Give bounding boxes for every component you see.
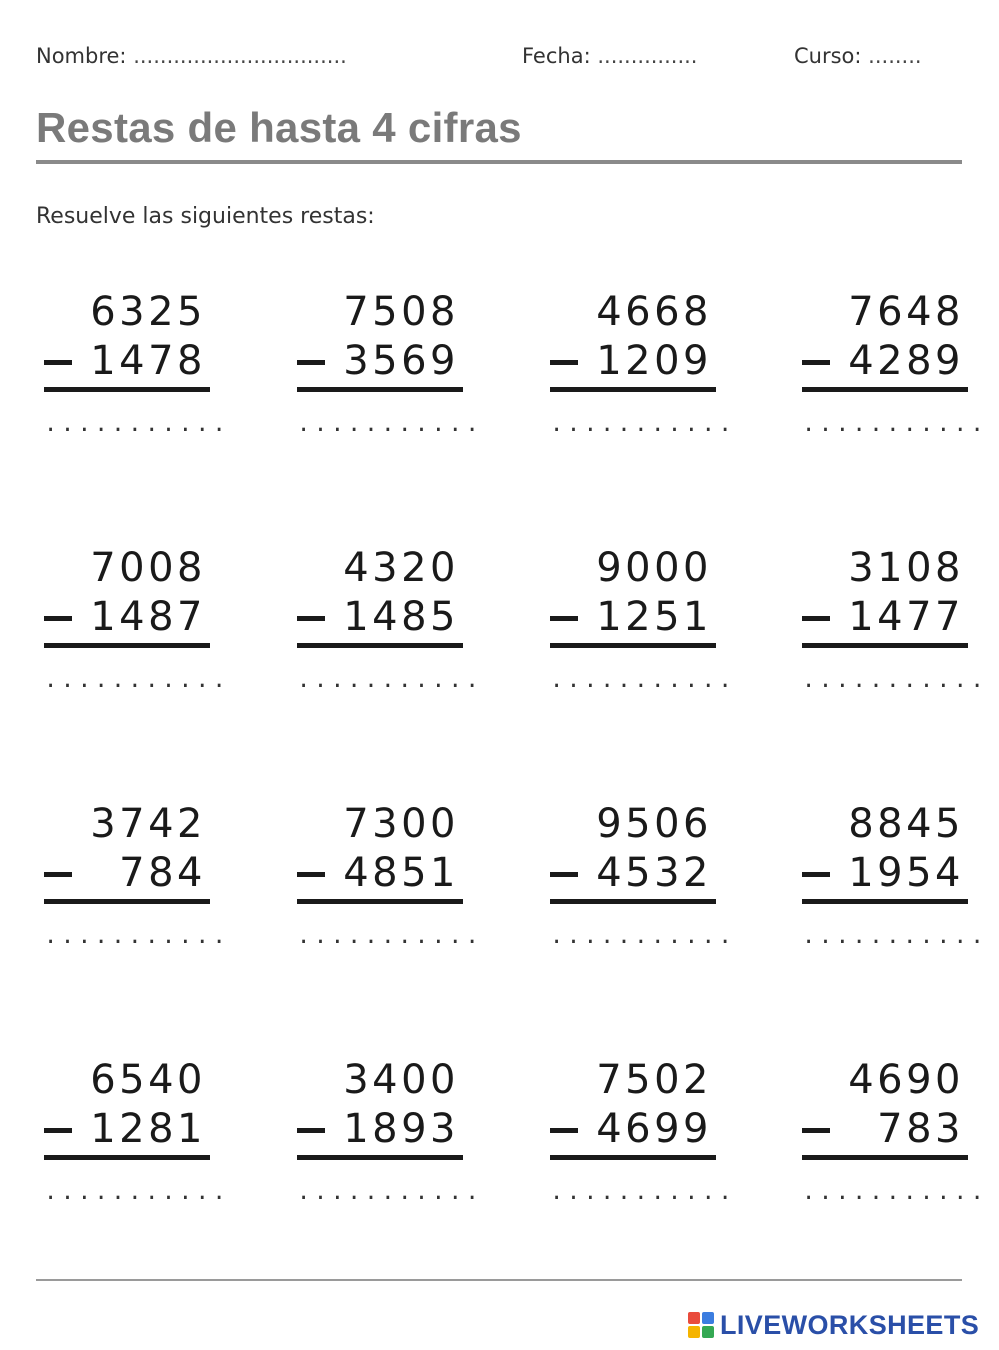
minus-sign-icon — [802, 360, 830, 365]
result-line — [802, 1155, 968, 1160]
answer-blank[interactable]: ........... — [802, 1180, 988, 1205]
minuend: 9000 — [596, 545, 712, 591]
minus-sign-icon — [802, 616, 830, 621]
answer-blank[interactable]: ........... — [550, 668, 736, 693]
subtrahend: 4699 — [596, 1106, 712, 1152]
minuend: 7008 — [90, 545, 206, 591]
subtrahend: 783 — [877, 1106, 964, 1152]
minus-sign-icon — [44, 360, 72, 365]
minuend: 3108 — [848, 545, 964, 591]
subtrahend: 1893 — [343, 1106, 459, 1152]
brand-footer — [688, 1308, 979, 1342]
subtraction-problem — [297, 1054, 483, 1234]
footer-divider — [36, 1279, 962, 1281]
subtraction-problem — [297, 542, 483, 722]
answer-blank[interactable]: ........... — [44, 412, 230, 437]
minus-sign-icon — [802, 872, 830, 877]
minuend: 6540 — [90, 1057, 206, 1103]
minuend: 4690 — [848, 1057, 964, 1103]
answer-blank[interactable]: ........... — [297, 668, 483, 693]
result-line — [44, 899, 210, 904]
date-field[interactable] — [522, 44, 697, 68]
minuend: 7508 — [343, 289, 459, 335]
subtrahend: 1954 — [848, 850, 964, 896]
result-line — [550, 643, 716, 648]
subtraction-problem — [550, 798, 736, 978]
minus-sign-icon — [44, 1128, 72, 1133]
result-line — [297, 387, 463, 392]
minuend: 4320 — [343, 545, 459, 591]
subtraction-problem — [44, 542, 230, 722]
result-line — [44, 387, 210, 392]
name-blank: ................................ — [133, 44, 347, 68]
answer-blank[interactable]: ........... — [802, 668, 988, 693]
subtraction-problem — [44, 286, 230, 466]
subtraction-problem — [550, 286, 736, 466]
subtraction-problem — [297, 798, 483, 978]
minuend: 7648 — [848, 289, 964, 335]
result-line — [44, 1155, 210, 1160]
minus-sign-icon — [802, 1128, 830, 1133]
answer-blank[interactable]: ........... — [44, 668, 230, 693]
minus-sign-icon — [550, 1128, 578, 1133]
subtrahend: 1281 — [90, 1106, 206, 1152]
subtrahend: 4289 — [848, 338, 964, 384]
name-field[interactable] — [36, 44, 347, 68]
liveworksheets-logo-icon — [688, 1312, 714, 1338]
minuend: 9506 — [596, 801, 712, 847]
answer-blank[interactable]: ........... — [297, 1180, 483, 1205]
subtrahend: 3569 — [343, 338, 459, 384]
subtrahend: 784 — [119, 850, 206, 896]
answer-blank[interactable]: ........... — [44, 924, 230, 949]
minus-sign-icon — [44, 616, 72, 621]
answer-blank[interactable]: ........... — [44, 1180, 230, 1205]
worksheet-title: Restas de hasta 4 cifras — [36, 104, 522, 151]
instructions-text: Resuelve las siguientes restas: — [36, 204, 375, 229]
result-line — [297, 899, 463, 904]
minus-sign-icon — [297, 360, 325, 365]
result-line — [550, 899, 716, 904]
subtrahend: 4532 — [596, 850, 712, 896]
subtraction-problem — [44, 798, 230, 978]
course-blank: ........ — [868, 44, 922, 68]
subtrahend: 1251 — [596, 594, 712, 640]
minuend: 4668 — [596, 289, 712, 335]
answer-blank[interactable]: ........... — [550, 924, 736, 949]
subtrahend: 1485 — [343, 594, 459, 640]
result-line — [550, 387, 716, 392]
subtraction-problem — [802, 1054, 988, 1234]
subtraction-problem — [802, 542, 988, 722]
subtrahend: 1487 — [90, 594, 206, 640]
date-label: Fecha: — [522, 44, 591, 68]
student-info-row — [36, 44, 962, 78]
answer-blank[interactable]: ........... — [802, 412, 988, 437]
result-line — [297, 643, 463, 648]
result-line — [44, 643, 210, 648]
brand-name: LIVEWORKSHEETS — [720, 1309, 980, 1340]
answer-blank[interactable]: ........... — [802, 924, 988, 949]
result-line — [802, 387, 968, 392]
answer-blank[interactable]: ........... — [297, 412, 483, 437]
subtraction-problem — [802, 286, 988, 466]
minuend: 8845 — [848, 801, 964, 847]
course-label: Curso: — [794, 44, 862, 68]
answer-blank[interactable]: ........... — [297, 924, 483, 949]
result-line — [802, 643, 968, 648]
subtraction-problem — [802, 798, 988, 978]
result-line — [802, 899, 968, 904]
subtrahend: 1209 — [596, 338, 712, 384]
course-field[interactable] — [794, 44, 922, 68]
minuend: 7300 — [343, 801, 459, 847]
minus-sign-icon — [44, 872, 72, 877]
subtraction-problem — [44, 1054, 230, 1234]
minus-sign-icon — [550, 360, 578, 365]
subtraction-problem — [550, 1054, 736, 1234]
answer-blank[interactable]: ........... — [550, 1180, 736, 1205]
name-label: Nombre: — [36, 44, 127, 68]
minuend: 3742 — [90, 801, 206, 847]
title-divider — [36, 160, 962, 164]
minus-sign-icon — [297, 616, 325, 621]
subtrahend: 1477 — [848, 594, 964, 640]
result-line — [550, 1155, 716, 1160]
subtraction-problem — [297, 286, 483, 466]
minuend: 3400 — [343, 1057, 459, 1103]
minus-sign-icon — [550, 872, 578, 877]
subtrahend: 1478 — [90, 338, 206, 384]
minus-sign-icon — [550, 616, 578, 621]
minuend: 7502 — [596, 1057, 712, 1103]
minuend: 6325 — [90, 289, 206, 335]
date-blank: ............... — [597, 44, 698, 68]
result-line — [297, 1155, 463, 1160]
minus-sign-icon — [297, 872, 325, 877]
answer-blank[interactable]: ........... — [550, 412, 736, 437]
subtraction-problem — [550, 542, 736, 722]
minus-sign-icon — [297, 1128, 325, 1133]
subtrahend: 4851 — [343, 850, 459, 896]
